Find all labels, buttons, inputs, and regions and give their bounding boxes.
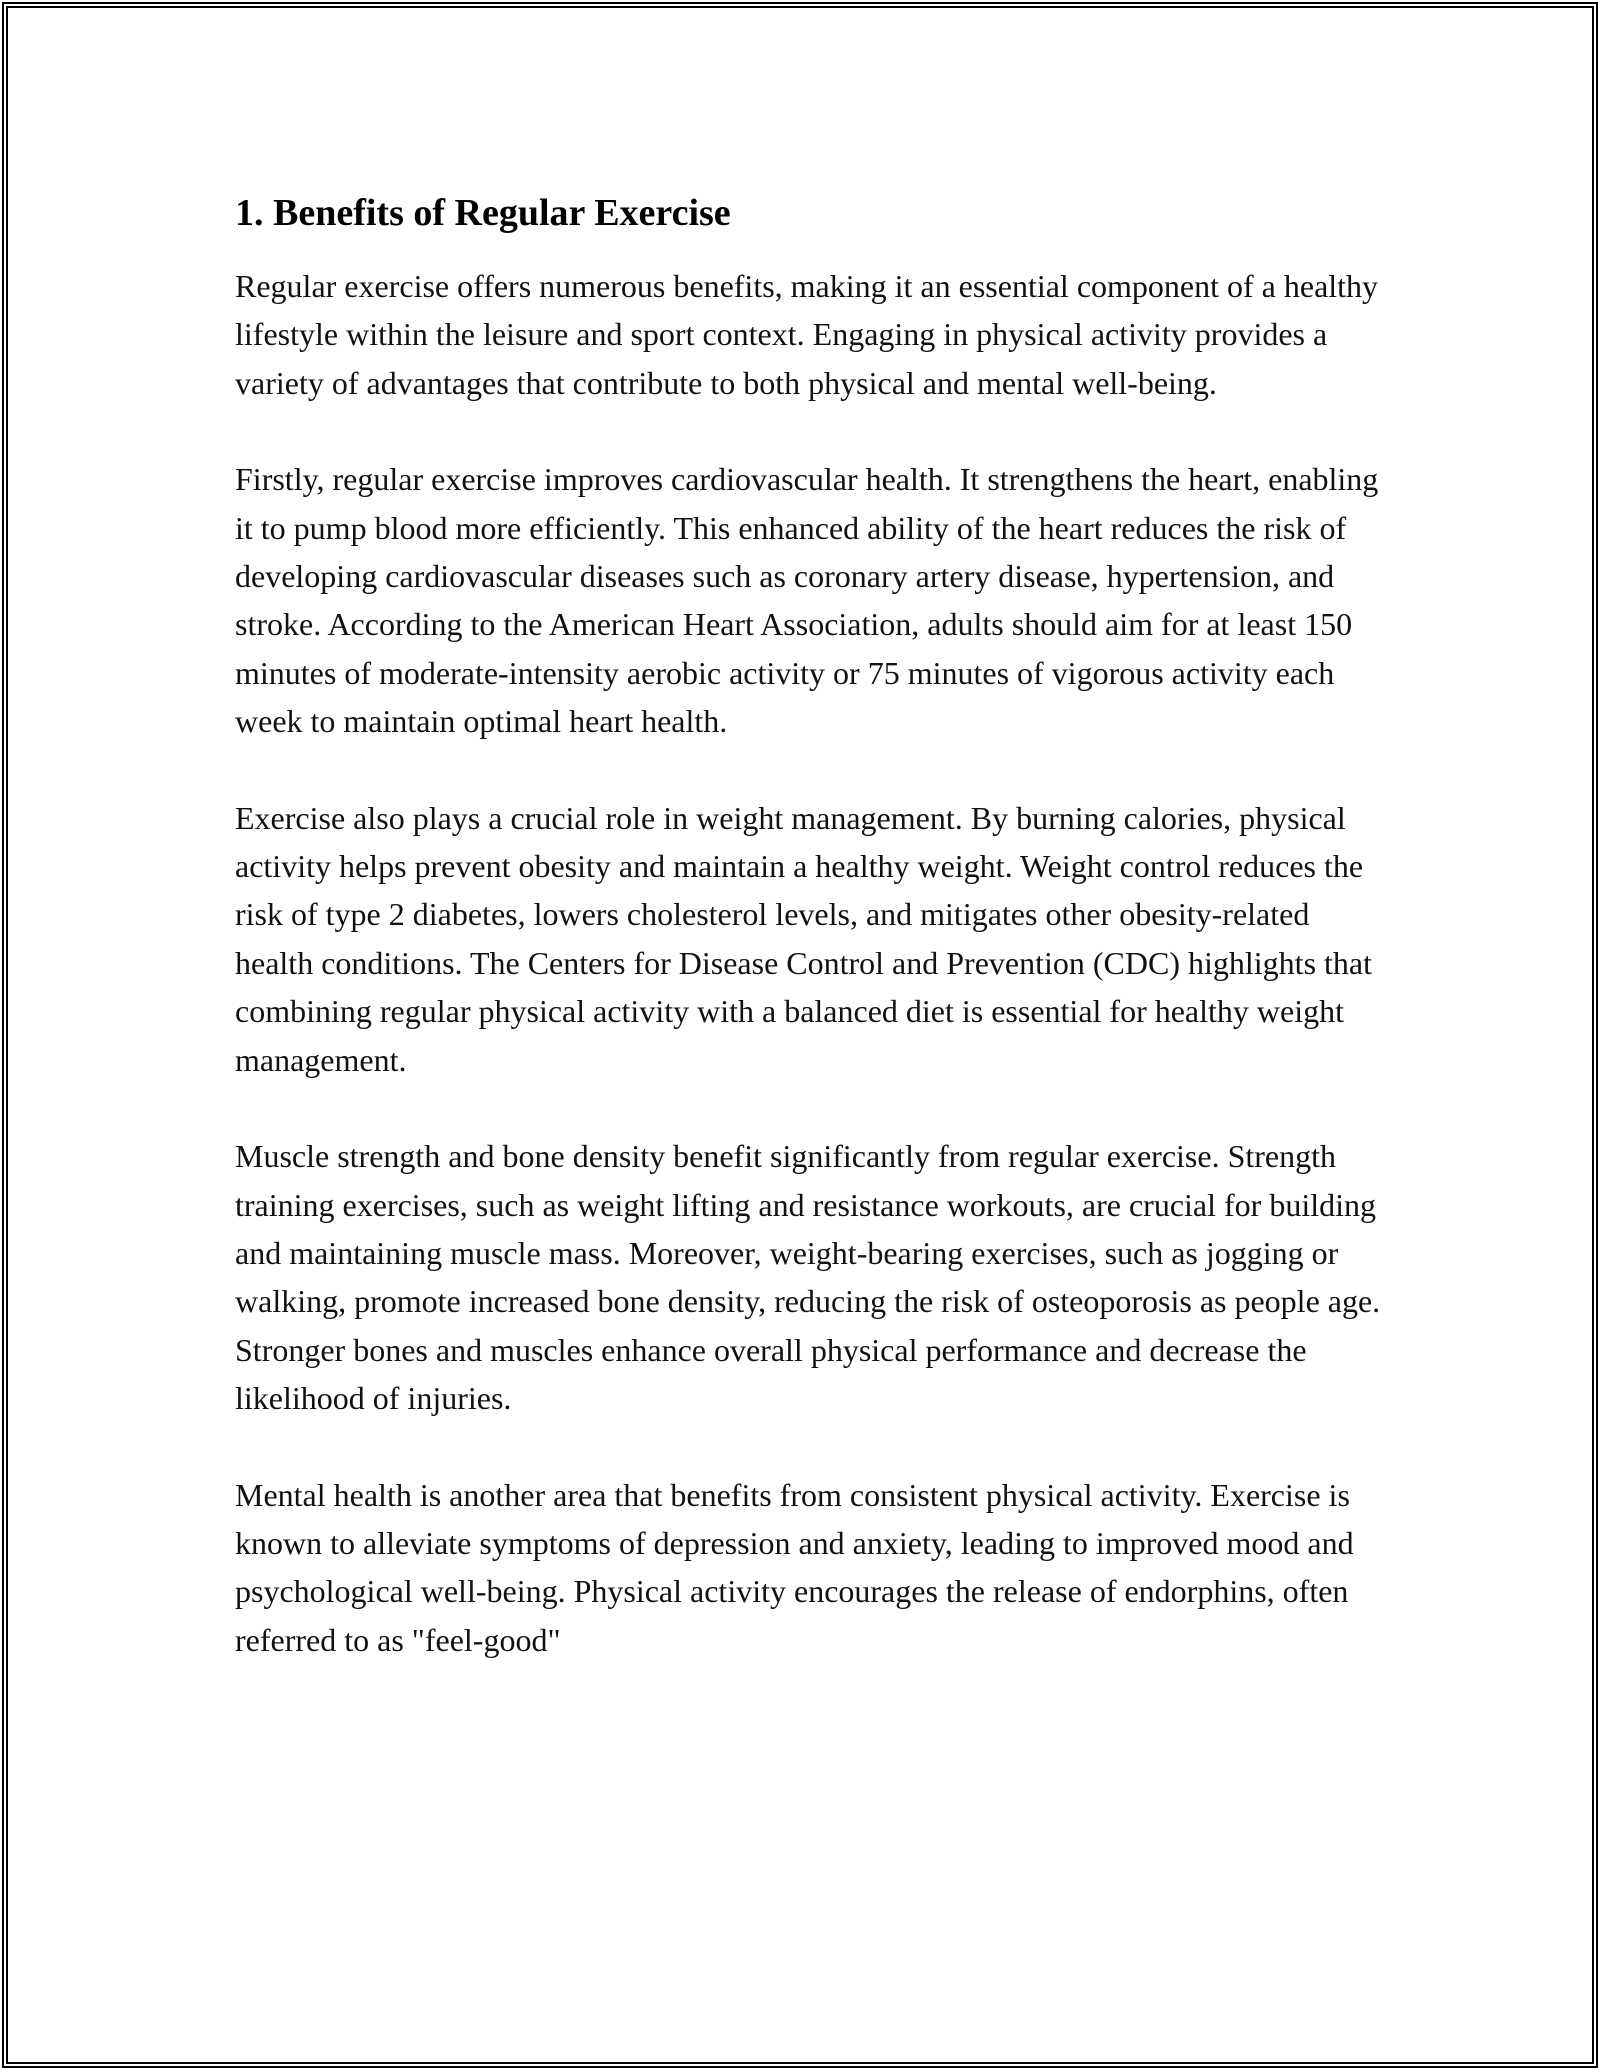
paragraph-muscle-bone: Muscle strength and bone density benefit significantly from regular exercise. Strength training exercises, such as weight lifting and resistance workouts, are crucial for building and maintaining muscle mass. Moreover, weight-bearing exercises, such as jogging or walking, promote increased bone density, reducing the risk of osteoporosis as people age. Stronger bones and muscles enhance overall physical performance and decrease the likelihood of injuries. — [235, 1138, 1381, 1417]
paragraph-intro: Regular exercise offers numerous benefits, making it an essential component of a healthy lifestyle within the leisure and sport context. Engaging in physical activity provides a variety of advantages that contribute to both physical and mental well-being. — [235, 268, 1379, 401]
document-body — [235, 188, 1385, 1664]
paragraph-mental-health: Mental health is another area that benefits from consistent physical activity. Exercise is known to alleviate symptoms of depression and anxiety, leading to improved mood and psychological well-being. Physical activity encourages the release of endorphins, often referred to as "feel-good" — [235, 1476, 1354, 1658]
paragraph-cardiovascular: Firstly, regular exercise improves cardiovascular health. It strengthens the heart, enabling it to pump blood more efficiently. This enhanced ability of the heart reduces the risk of developing cardiovascular diseases such as coronary artery disease, hypertension, and stroke. According to the American Heart Association, adults should aim for at least 150 minutes of moderate-intensity aerobic activity or 75 minutes of vigorous activity each week to maintain optimal heart health. — [235, 461, 1379, 740]
section-heading: 1. Benefits of Regular Exercise — [235, 192, 731, 234]
paragraph-weight-management: Exercise also plays a crucial role in weight management. By burning calories, physical activity helps prevent obesity and maintain a healthy weight. Weight control reduces the risk of type 2 diabetes, lowers cholesterol levels, and mitigates other obesity-related health conditions. The Centers for Disease Control and Prevention (CDC) highlights that combining regular physical activity with a balanced diet is essential for healthy weight management. — [235, 799, 1372, 1078]
